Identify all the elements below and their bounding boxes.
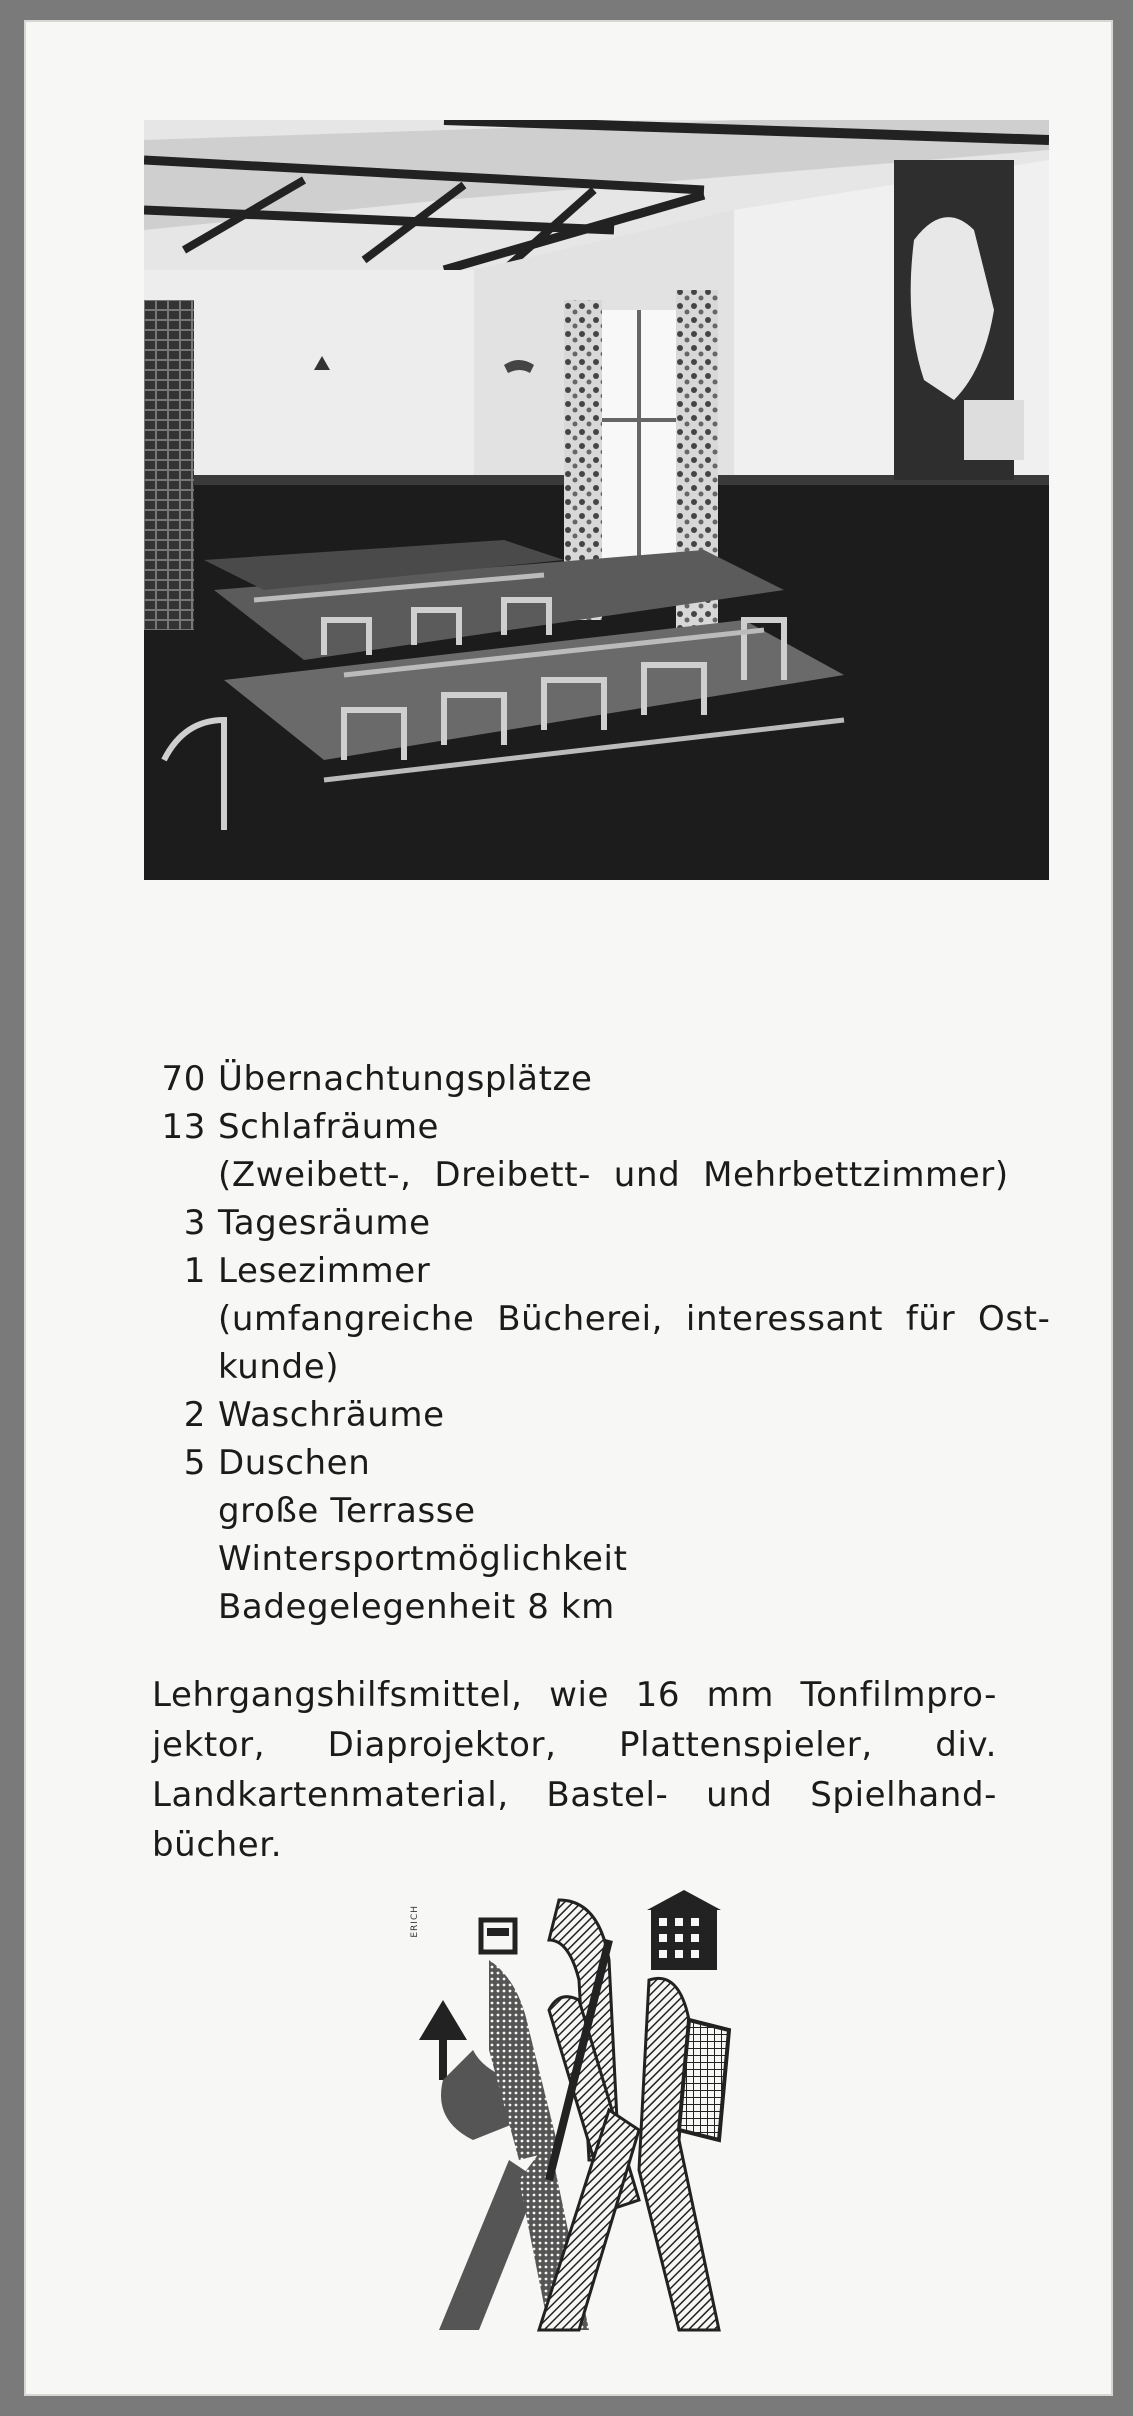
list-item-count: 13 (161, 1107, 206, 1147)
list-item (140, 1199, 1070, 1247)
list-item-note (140, 1535, 1070, 1583)
dining-room-photo-graphic (144, 120, 1049, 880)
paragraph-line: jektor, Diaprojektor, Plattenspieler, div. (152, 1725, 997, 1765)
list-item-text: Wintersportmöglichkeit (218, 1539, 628, 1579)
list-item-text: Schlafräume (218, 1107, 440, 1147)
dining-room-photo (144, 120, 1049, 880)
list-item-text: (umfangreiche Bücherei, interessant für Ost- (218, 1299, 1051, 1339)
list-item-text: Übernachtungsplätze (218, 1059, 593, 1099)
list-item-count: 70 (161, 1059, 206, 1099)
list-item-text: (Zweibett-, Dreibett- und Mehrbettzimmer) (218, 1155, 1009, 1195)
paragraph-line: Lehrgangshilfsmittel, wie 16 mm Tonfilmpro- (152, 1675, 997, 1715)
list-item (140, 1103, 1070, 1151)
list-item-text: kunde) (218, 1347, 340, 1387)
list-item-text: große Terrasse (218, 1491, 476, 1531)
house-icon (647, 1890, 721, 1970)
list-item-text: Waschräume (218, 1395, 445, 1435)
brochure-page (24, 20, 1113, 2396)
list-item-count: 3 (183, 1203, 206, 1243)
list-item-note (140, 1295, 1070, 1343)
list-item-note (140, 1487, 1070, 1535)
list-item-text: Lesezimmer (218, 1251, 431, 1291)
hikers-logo-graphic (399, 1880, 759, 2350)
list-item-count: 5 (183, 1443, 206, 1483)
list-item-text: Badegelegenheit 8 km (218, 1587, 615, 1627)
list-item-count: 2 (183, 1395, 206, 1435)
list-item-note (140, 1151, 1070, 1199)
list-item (140, 1391, 1070, 1439)
list-item-note (140, 1343, 1070, 1391)
teaching-aids-paragraph (152, 1670, 997, 1870)
list-item (140, 1247, 1070, 1295)
list-item (140, 1055, 1070, 1103)
list-item (140, 1439, 1070, 1487)
artist-signature: ERICH (410, 1905, 420, 1938)
list-item-text: Tagesräume (218, 1203, 431, 1243)
list-item-count: 1 (183, 1251, 206, 1291)
list-item-text: Duschen (218, 1443, 371, 1483)
hikers-logo (399, 1880, 759, 2350)
facilities-list (140, 1055, 1070, 1631)
paragraph-line: Landkartenmaterial, Bastel- und Spielhand- (152, 1775, 997, 1815)
list-item-note (140, 1583, 1070, 1631)
paragraph-line: bücher. (152, 1825, 283, 1865)
